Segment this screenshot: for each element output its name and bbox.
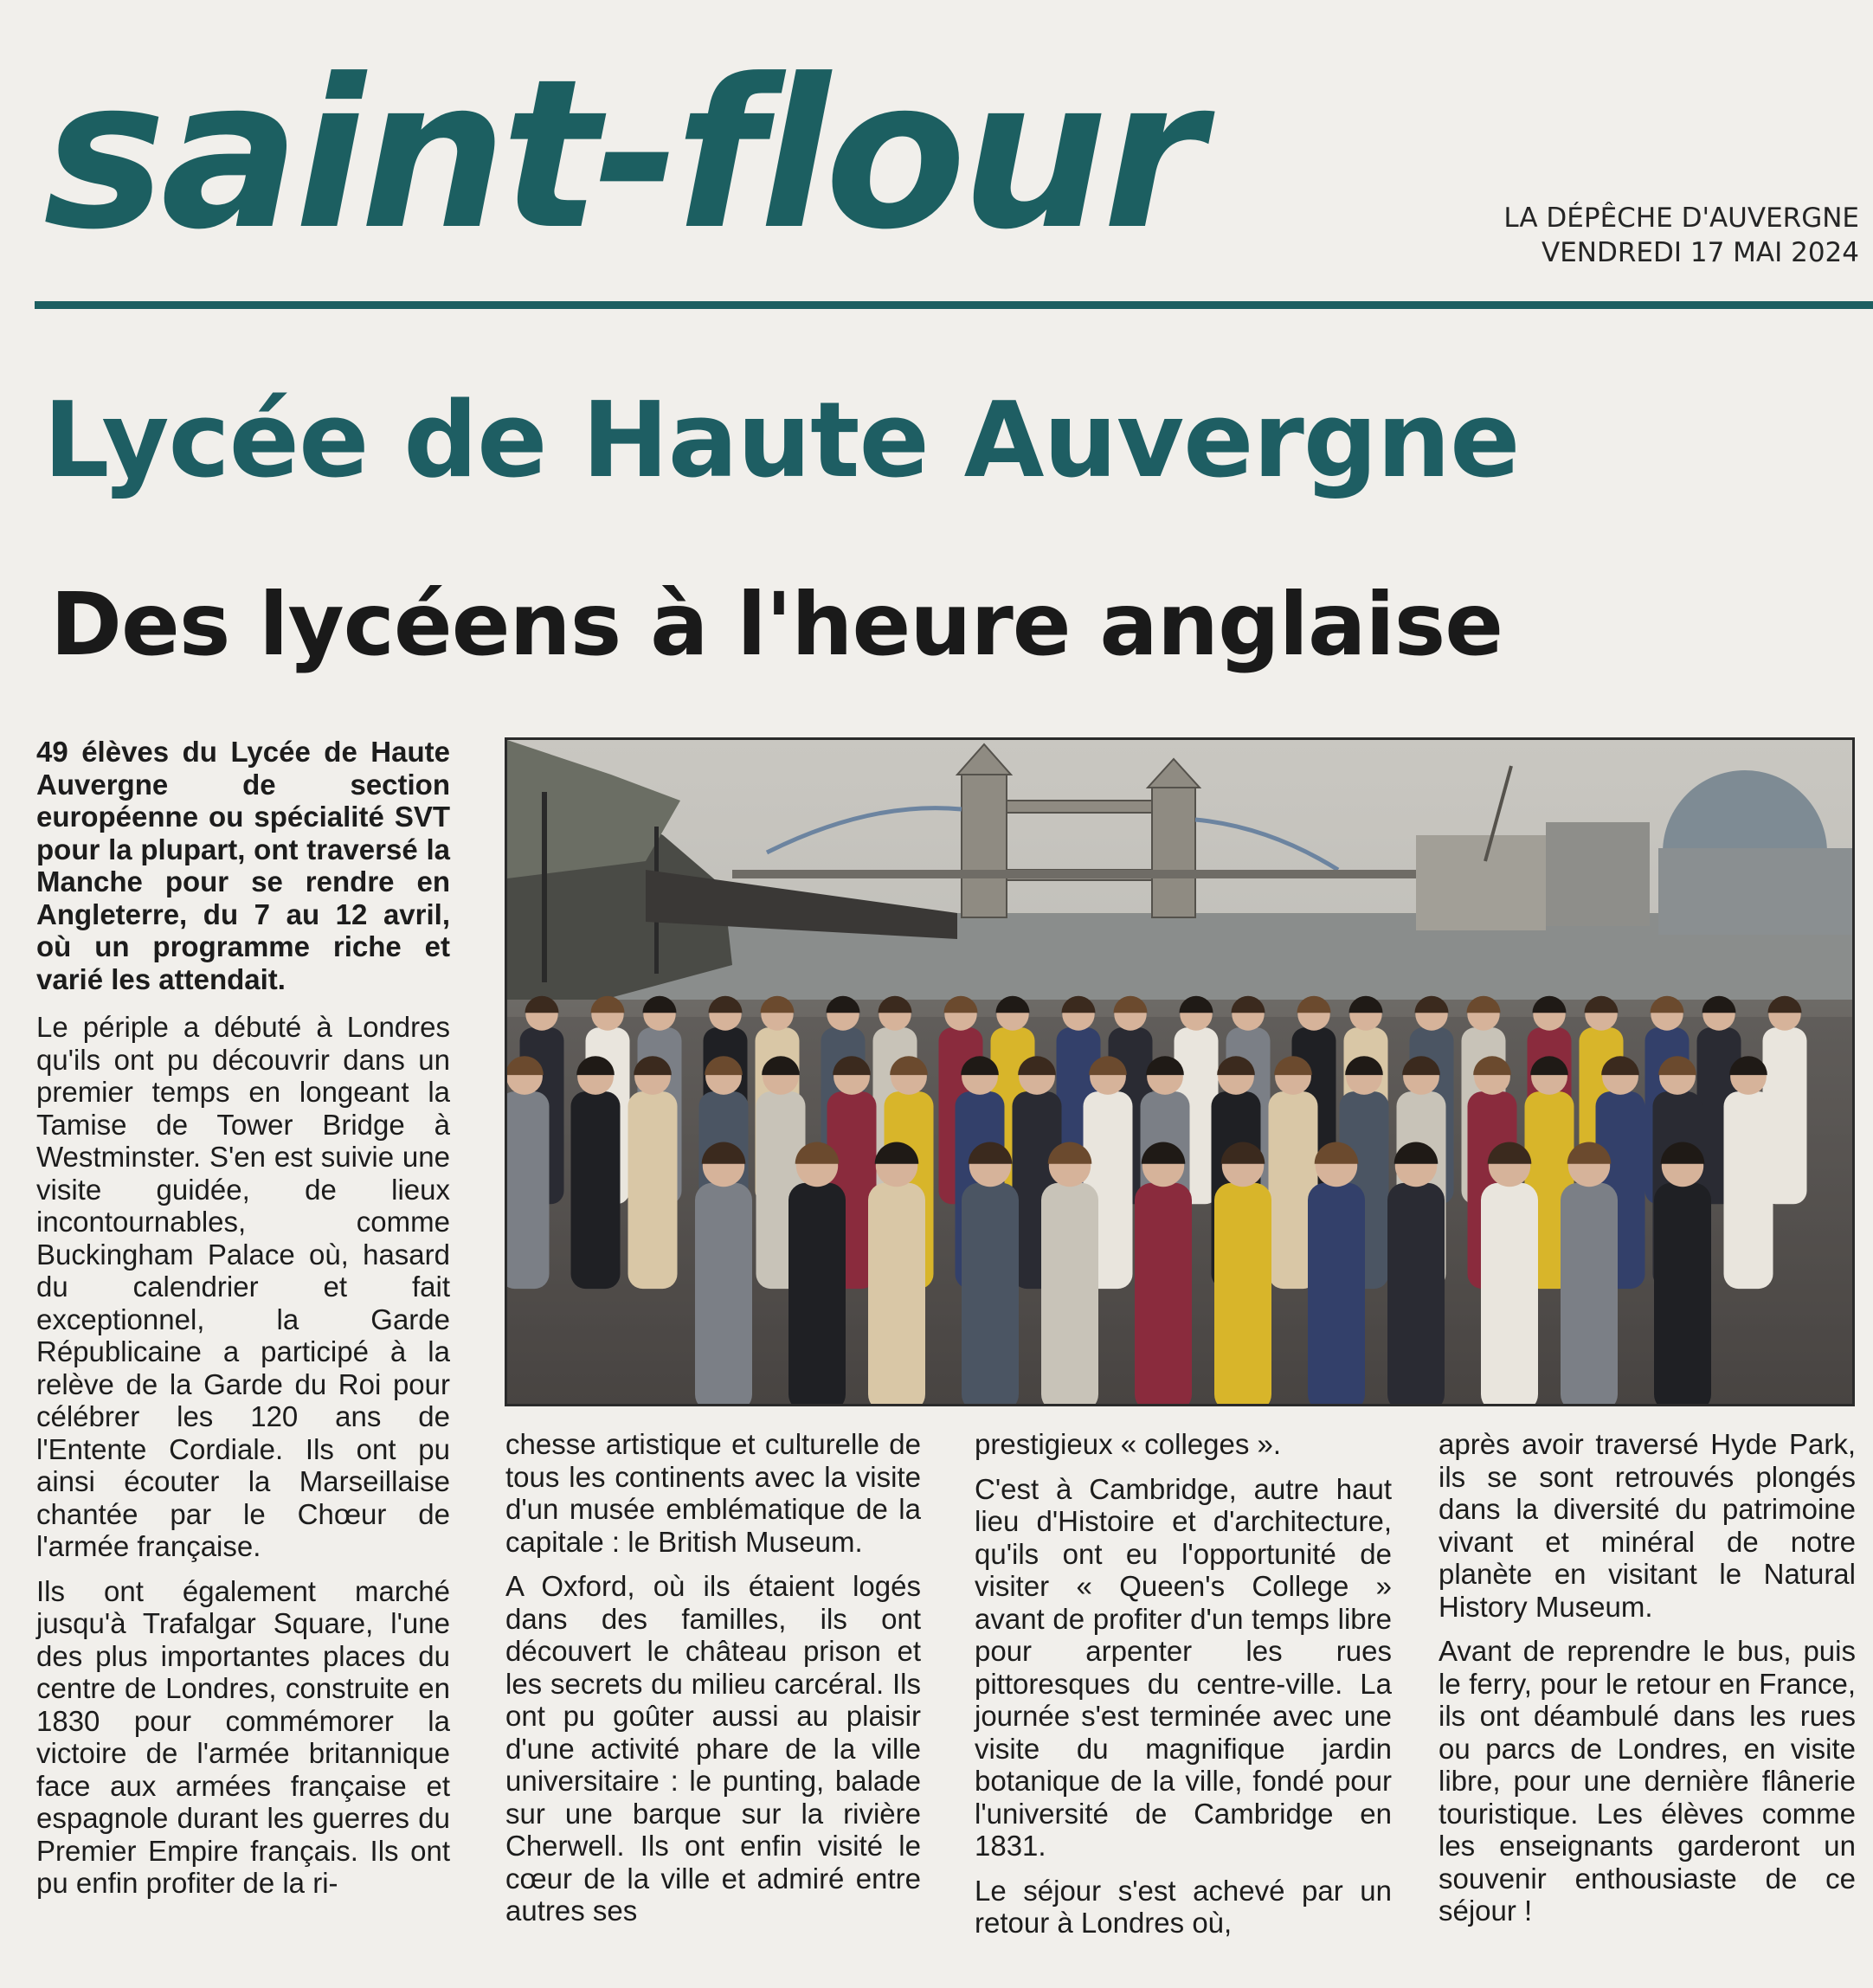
body-paragraph: A Oxford, où ils étaient logés dans des familles, ils ont découvert le château prison et les secrets du milieu carcéral. Ils ont pu goûter aussi au plaisir d'une activité phare de la ville universitaire : le punting, balade sur une barque sur la rivière Cherwell. Ils ont enfin visité le cœur de la ville et admiré entre autres ses [505,1570,921,1927]
issue-date: VENDREDI 17 MAI 2024 [1542,237,1859,268]
masthead-rule [35,301,1873,309]
article-column-2 [505,1428,921,1940]
article-column-3 [975,1428,1392,1952]
paper-meta [1426,201,1859,270]
student-figure [1654,1183,1711,1404]
paper-name: LA DÉPÊCHE D'AUVERGNE [1503,203,1859,234]
body-paragraph: après avoir traversé Hyde Park, ils se sont retrouvés plongés dans la diversité du patrimoine vivant et minéral de notre planète en visitant le Natural History Museum. [1439,1428,1856,1623]
student-figure [1135,1183,1192,1404]
student-figure [695,1183,752,1404]
article-column-4 [1439,1428,1856,1940]
student-figure [1481,1183,1538,1404]
group-photo-tower-bridge [505,737,1855,1406]
article-column-1 [36,736,450,1912]
section-masthead: saint-flour [43,35,1200,275]
article-kicker: Lycée de Haute Auvergne [43,381,1520,501]
student-figure [1041,1183,1098,1404]
student-figure [1308,1183,1365,1404]
article-headline: Des lycéens à l'heure anglaise [50,574,1503,675]
student-figure [868,1183,925,1404]
student-figure [571,1091,621,1289]
student-figure [1214,1183,1271,1404]
body-paragraph: C'est à Cambridge, autre haut lieu d'Histoire et d'architecture, qu'ils ont eu l'opportunité de visiter « Queen's College » avant de profiter d'un temps libre pour arpenter les rues pittoresques du centre-ville. La journée s'est terminée avec une visite du magnifique jardin botanique de la ville, fondé pour l'université de Cambridge en 1831. [975,1472,1392,1862]
body-paragraph: Le périple a débuté à Londres qu'ils ont pu découvrir dans un premier temps en longeant la Tamise de Tower Bridge à Westminster. S'en est suivie une visite guidée, de lieux incontournables, comme Buckingham Palace où, hasard du calendrier et fait exceptionnel, la Garde Républicaine a participé à la relève de la Garde du Roi pour célébrer les 120 ans de l'Entente Cordiale. Ils ont pu ainsi écouter la Marseillaise chantée par le Chœur de l'armée française. [36,1011,450,1562]
student-figure [507,1091,550,1289]
body-paragraph: prestigieux « colleges ». [975,1428,1282,1460]
article-lead: 49 élèves du Lycée de Haute Auvergne de section européenne ou spécialité SVT pour la plupart, ont traversé la Manche pour se rendre en Angleterre, du 7 au 12 avril, où un programme riche et varié les attendait. [36,736,450,995]
student-figure [1724,1091,1773,1289]
body-paragraph: chesse artistique et culturelle de tous les continents avec la visite d'un musée emblématique de la capitale : le British Museum. [505,1428,921,1558]
student-figure [962,1183,1019,1404]
student-figure [1561,1183,1618,1404]
student-figure [788,1183,846,1404]
body-paragraph: Ils ont également marché jusqu'à Trafalgar Square, l'une des plus importantes places du centre de Londres, construite en 1830 pour commémorer la victoire de l'armée britannique face aux armées française et espagnole durant les guerres du Premier Empire français. Ils ont pu enfin profiter de la ri- [36,1574,450,1899]
body-paragraph: Avant de reprendre le bus, puis le ferry, pour le retour en France, ils ont déambulé dans les rues ou parcs de Londres, en visite libre, pour une dernière flânerie touristique. Les élèves comme les enseignants garderont un souvenir enthousiaste de ce séjour ! [1439,1635,1856,1927]
body-paragraph: Le séjour s'est achevé par un retour à Londres où, [975,1874,1392,1939]
student-group [507,996,1852,1404]
student-figure [628,1091,678,1289]
student-figure [1387,1183,1445,1404]
